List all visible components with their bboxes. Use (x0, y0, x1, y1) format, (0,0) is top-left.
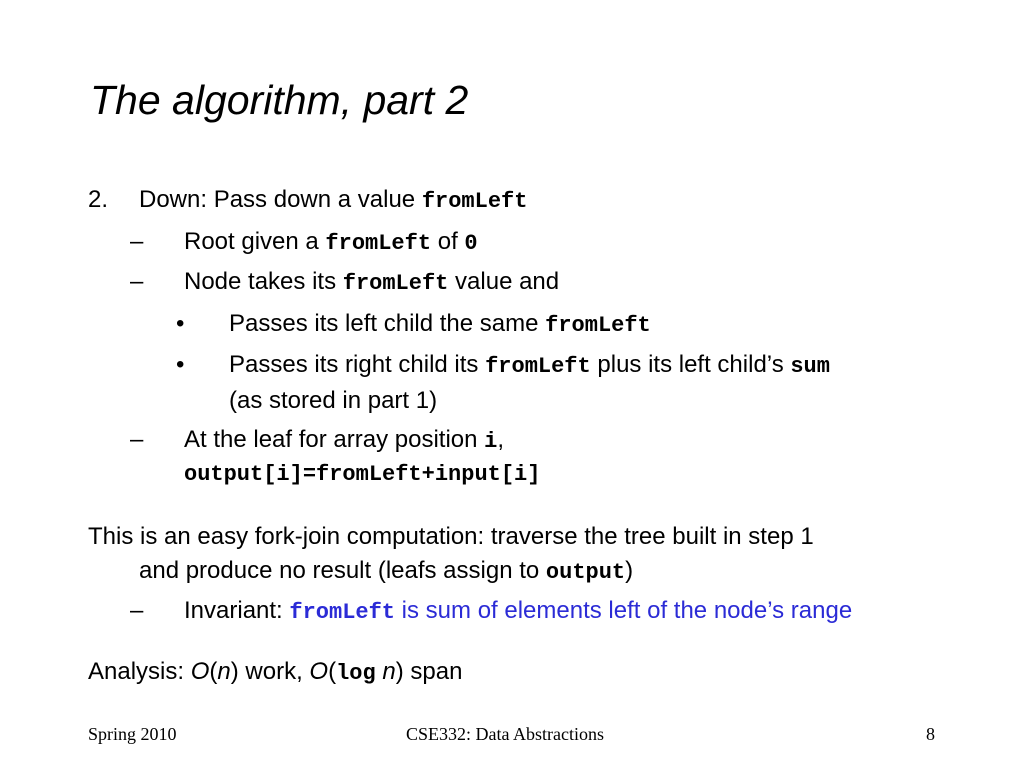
bullet-marker: • (176, 310, 185, 337)
right-child-text-2: plus its left child’s (590, 351, 791, 378)
paren-3: ( (328, 658, 337, 685)
dash-marker: – (130, 228, 144, 255)
step-number: 2. (88, 186, 109, 213)
node-text-2: value and (448, 268, 560, 295)
dash-marker: – (130, 597, 144, 624)
invariant-code: fromLeft (289, 600, 396, 625)
node-code-1: fromLeft (342, 271, 449, 296)
right-child-code-2: sum (790, 354, 830, 379)
root-text-2: of (431, 228, 465, 255)
root-content (184, 228, 478, 258)
bullet-marker: • (176, 351, 185, 378)
right-child-content (229, 351, 830, 381)
paren-1: ( (209, 658, 218, 685)
node-text-1: Node takes its (184, 268, 343, 295)
fork-join-text: and produce no result (leafs assign to (139, 557, 546, 584)
n-var-1: n (217, 658, 231, 685)
leaf-code-1: i (484, 429, 498, 454)
right-child-text-1: Passes its right child its (229, 351, 486, 378)
step-2-code: fromLeft (421, 189, 528, 214)
fork-join-code: output (545, 560, 626, 585)
left-child-content (229, 310, 651, 340)
right-child-line-2: (as stored in part 1) (229, 387, 438, 414)
left-child-code: fromLeft (545, 313, 651, 338)
root-text-1: Root given a (184, 228, 326, 255)
invariant-content (184, 597, 852, 627)
leaf-text-2: , (497, 426, 505, 453)
root-code-1: fromLeft (325, 231, 432, 256)
footer-page-number: 8 (926, 724, 935, 744)
fork-join-end: ) (625, 557, 634, 584)
analysis-label: Analysis: (88, 658, 191, 685)
footer-center: CSE332: Data Abstractions (406, 724, 604, 744)
leaf-content (184, 426, 504, 456)
invariant-label: Invariant: (184, 597, 290, 624)
dash-marker: – (130, 268, 144, 295)
left-child-text: Passes its left child the same (229, 310, 546, 337)
node-content (184, 268, 559, 298)
log-code: log (336, 661, 376, 686)
big-o-1: O (190, 658, 210, 685)
step-2-content (139, 186, 527, 216)
span-text: ) span (395, 658, 463, 685)
analysis-line (88, 658, 462, 688)
leaf-output-code: output[i]=fromLeft+input[i] (184, 462, 541, 487)
n-var-2: n (382, 658, 396, 685)
fork-join-line-2 (139, 557, 633, 587)
work-text: ) work, (230, 658, 310, 685)
right-child-code-1: fromLeft (485, 354, 591, 379)
leaf-text-1: At the leaf for array position (184, 426, 485, 453)
invariant-text: is sum of elements left of the node’s range (395, 597, 853, 624)
footer-left: Spring 2010 (88, 724, 177, 744)
step-2-text: Down: Pass down a value (139, 186, 422, 213)
big-o-2: O (309, 658, 329, 685)
root-code-2: 0 (464, 231, 478, 256)
fork-join-line-1: This is an easy fork-join computation: traverse the tree built in step 1 (88, 523, 814, 550)
slide-title: The algorithm, part 2 (90, 77, 469, 123)
dash-marker: – (130, 426, 144, 453)
